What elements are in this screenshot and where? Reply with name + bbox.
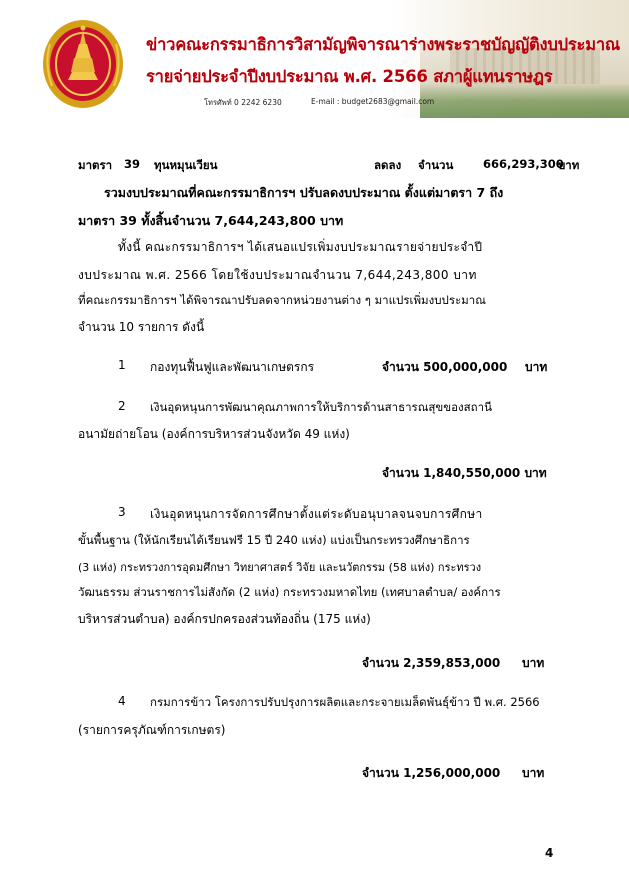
parliament-emblem-icon	[40, 14, 126, 110]
section-number: 39	[124, 157, 141, 171]
header-title-line1: ข่าวคณะกรรมาธิการวิสามัญพิจารณาร่างพระราชบัญญัติงบประมาณ	[146, 35, 621, 54]
item-1-amount: จำนวน 500,000,000	[382, 360, 508, 374]
item-3-line-3: (3 แห่ง) กระทรวงการอุดมศึกษา วิทยาศาสตร์ วิจัย และนวัตกรรม (58 แห่ง) กระทรวง	[78, 561, 482, 574]
page-number: 4	[545, 846, 554, 860]
item-4-line-1: กรมการข้าว โครงการปรับปรุงการผลิตและกระจายเมล็ดพันธุ์ข้าว ปี พ.ศ. 2566	[150, 695, 540, 709]
section-unit: บาท	[558, 158, 580, 172]
section-name: ทุนหมุนเวียน	[154, 158, 218, 172]
item-3-line-2: ขั้นพื้นฐาน (ให้นักเรียนได้เรียนฟรี 15 ปี 240 แห่ง) แบ่งเป็นกระทรวงศึกษาธิการ	[78, 533, 470, 547]
item-3-line-5: บริหารส่วนตำบล) องค์กรปกครองส่วนท้องถิ่น (175 แห่ง)	[78, 612, 371, 626]
item-3-line-1: เงินอุดหนุนการจัดการศึกษาตั้งแต่ระดับอนุบาลจนจบการศึกษา	[150, 507, 483, 521]
header-email: E-mail : budget2683@gmail.com	[311, 97, 435, 106]
header-title-line2: รายจ่ายประจำปีงบประมาณ พ.ศ. 2566 สภาผู้แทนราษฎร	[146, 67, 553, 86]
item-3-number: 3	[118, 505, 126, 519]
item-4-unit: บาท	[522, 766, 545, 780]
intro-line-1: ทั้งนี้ คณะกรรมาธิการฯ ได้เสนอแปรเพิ่มงบประมาณรายจ่ายประจำปี	[118, 240, 483, 254]
item-4-line-2: (รายการครุภัณฑ์การเกษตร)	[78, 723, 226, 737]
item-2-number: 2	[118, 399, 126, 413]
summary-line-2: มาตรา 39 ทั้งสิ้นจำนวน 7,644,243,800 บาท	[78, 213, 344, 228]
item-1-number: 1	[118, 358, 126, 372]
summary-line-1: รวมงบประมาณที่คณะกรรมาธิการฯ ปรับลดงบประมาณ ตั้งแต่มาตรา 7 ถึง	[104, 185, 504, 200]
item-3-amount: จำนวน 2,359,853,000	[362, 656, 501, 670]
item-2-line-1: เงินอุดหนุนการพัฒนาคุณภาพการให้บริการด้านสาธารณสุขของสถานี	[150, 400, 492, 414]
item-1-unit: บาท	[525, 360, 548, 374]
item-2-line-2: อนามัยถ่ายโอน (องค์การบริหารส่วนจังหวัด 49 แห่ง)	[78, 427, 350, 441]
item-4-amount: จำนวน 1,256,000,000	[362, 766, 501, 780]
item-3-unit: บาท	[522, 656, 545, 670]
intro-line-3: ที่คณะกรรมาธิการฯ ได้พิจารณาปรับลดจากหน่วยงานต่าง ๆ มาแปรเพิ่มงบประมาณ	[78, 293, 486, 307]
section-amount: 666,293,300	[483, 157, 564, 171]
item-1-line-1: กองทุนฟื้นฟูและพัฒนาเกษตรกร	[150, 360, 315, 374]
section-label: มาตรา	[78, 158, 113, 172]
intro-line-4: จำนวน 10 รายการ ดังนี้	[78, 320, 205, 334]
section-action: ลดลง	[374, 158, 402, 172]
header-phone: โทรศัพท์ 0 2242 6230	[204, 98, 282, 107]
item-2-amount: จำนวน 1,840,550,000 บาท	[382, 466, 547, 480]
item-3-line-4: วัฒนธรรม ส่วนราชการไม่สังกัด (2 แห่ง) กระทรวงมหาดไทย (เทศบาลตำบล/ องค์การ	[78, 585, 501, 599]
item-4-number: 4	[118, 694, 126, 708]
section-amount-label: จำนวน	[418, 158, 454, 172]
intro-line-2: งบประมาณ พ.ศ. 2566 โดยใช้งบประมาณจำนวน 7,644,243,800 บาท	[78, 268, 477, 282]
page-header	[0, 0, 629, 118]
